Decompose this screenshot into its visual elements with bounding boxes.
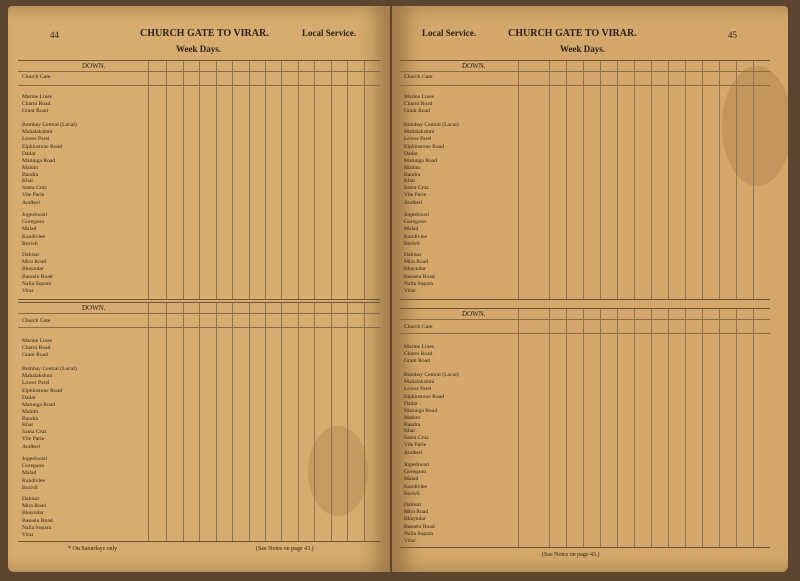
column-rule bbox=[617, 61, 618, 299]
page-note: (See Notes on page 43.) bbox=[542, 552, 600, 558]
station-name: Marine Lines bbox=[404, 344, 434, 350]
direction-label: DOWN. bbox=[82, 304, 106, 312]
station-name: Santa Cruz bbox=[22, 429, 47, 436]
station-name: Elphinstone Road bbox=[22, 387, 62, 394]
station-name: Dahisar bbox=[404, 252, 422, 258]
station-name: Grant Road bbox=[22, 352, 48, 359]
station-name: Malad bbox=[404, 476, 419, 483]
week-days-label: Week Days. bbox=[176, 44, 221, 54]
station-name: Borivli bbox=[404, 240, 420, 247]
station-name: Mira Road bbox=[22, 503, 47, 510]
station-name: Virar bbox=[22, 532, 34, 539]
station-name: Santa Cruz bbox=[22, 185, 47, 192]
station-name: Khar bbox=[22, 178, 34, 184]
page-title: CHURCH GATE TO VIRAR. bbox=[508, 28, 637, 39]
column-rule bbox=[583, 61, 584, 299]
station-name: Virar bbox=[22, 288, 34, 295]
column-rule bbox=[685, 61, 686, 299]
station-group-1 bbox=[22, 94, 52, 116]
station-name: Lower Parel bbox=[404, 386, 432, 393]
station-name: Dadar bbox=[22, 394, 36, 401]
station-name: Mahalakshmi bbox=[404, 379, 435, 386]
station-group-5 bbox=[404, 502, 435, 545]
column-rule bbox=[199, 303, 200, 541]
column-rule bbox=[166, 61, 167, 299]
page-number: 44 bbox=[50, 30, 59, 40]
station-name: Andheri bbox=[404, 199, 423, 206]
station-group-4 bbox=[22, 456, 47, 492]
column-rule bbox=[566, 309, 567, 547]
column-rule bbox=[281, 61, 282, 299]
station-name: Elphinstone Road bbox=[404, 393, 444, 400]
column-rule bbox=[753, 309, 754, 547]
column-rule bbox=[600, 61, 601, 299]
station-name: Andheri bbox=[404, 449, 423, 456]
station-name: Bandra bbox=[404, 172, 421, 179]
station-name: Bombay Central (Local) bbox=[22, 366, 77, 372]
column-rule bbox=[583, 309, 584, 547]
station-name: Kandivlee bbox=[22, 233, 45, 240]
station-name: Lower Parel bbox=[22, 136, 50, 143]
station-name: Goregaon bbox=[404, 469, 427, 476]
column-rule bbox=[298, 61, 299, 299]
station-name: Nalla Sopara bbox=[22, 524, 52, 531]
station-name: Nalla Sopara bbox=[22, 280, 52, 287]
station-name: Charni Road bbox=[404, 351, 433, 358]
station-name: Dahisar bbox=[22, 252, 40, 258]
column-rule bbox=[331, 61, 332, 299]
station-name: Bhayndar bbox=[22, 510, 44, 517]
station-group-2 bbox=[404, 372, 459, 430]
station-name: Bandra bbox=[22, 416, 39, 423]
column-rule bbox=[347, 303, 348, 541]
station-group-2 bbox=[404, 122, 459, 180]
station-group-1 bbox=[22, 338, 52, 360]
column-rule bbox=[183, 303, 184, 541]
station-group-2 bbox=[22, 122, 77, 180]
station-name: Khar bbox=[404, 178, 416, 184]
column-rule bbox=[651, 309, 652, 547]
column-rule bbox=[183, 61, 184, 299]
column-rule bbox=[651, 61, 652, 299]
station-name: Virar bbox=[404, 538, 416, 545]
station-name: Borivli bbox=[404, 490, 420, 497]
column-rule bbox=[566, 61, 567, 299]
column-rule bbox=[364, 61, 365, 299]
station-name: Grant Road bbox=[404, 108, 430, 115]
column-rule bbox=[281, 303, 282, 541]
station-name: Grant Road bbox=[404, 358, 430, 365]
column-rule bbox=[702, 309, 703, 547]
station-group-5 bbox=[404, 252, 435, 295]
station-name: Bassein Road bbox=[404, 523, 435, 530]
station-name: Kandivlee bbox=[22, 477, 45, 484]
column-rule bbox=[736, 309, 737, 547]
station-name: Matunga Road bbox=[404, 408, 438, 415]
station-name: Khar bbox=[404, 428, 416, 434]
station-name: Matunga Road bbox=[22, 158, 56, 165]
column-rule bbox=[331, 303, 332, 541]
station-name: Andheri bbox=[22, 199, 41, 206]
station-name: Borivli bbox=[22, 240, 38, 247]
station-church-gate: Church Gate bbox=[404, 324, 433, 330]
station-group-4 bbox=[404, 462, 429, 498]
station-name: Bassein Road bbox=[404, 273, 435, 280]
page-note: (See Notes on page 43.) bbox=[256, 546, 314, 552]
column-rule bbox=[600, 309, 601, 547]
station-group-4 bbox=[22, 212, 47, 248]
station-name: Dadar bbox=[404, 400, 418, 407]
station-name: Lower Parel bbox=[22, 380, 50, 387]
station-group-5 bbox=[22, 252, 53, 295]
station-church-gate: Church Gate bbox=[22, 74, 51, 80]
left-page-header bbox=[8, 16, 390, 40]
column-rule bbox=[232, 61, 233, 299]
station-name: Kandivlee bbox=[404, 483, 427, 490]
column-rule bbox=[719, 309, 720, 547]
right-page bbox=[392, 6, 788, 572]
station-name: Marine Lines bbox=[404, 94, 434, 100]
station-name: Mahalakshmi bbox=[404, 129, 435, 136]
column-rule bbox=[634, 61, 635, 299]
left-page bbox=[8, 6, 390, 572]
service-label: Local Service. bbox=[422, 28, 476, 38]
station-name: Bhayndar bbox=[22, 266, 44, 273]
station-name: Jogeshwari bbox=[22, 456, 48, 462]
column-rule bbox=[314, 61, 315, 299]
station-name: Bassein Road bbox=[22, 273, 53, 280]
station-name: Jogeshwari bbox=[404, 212, 430, 218]
station-name: Kandivlee bbox=[404, 233, 427, 240]
station-name: Mahalakshmi bbox=[22, 373, 53, 380]
station-name: Charni Road bbox=[22, 345, 51, 352]
station-name: Dahisar bbox=[22, 496, 40, 502]
column-rule bbox=[668, 61, 669, 299]
column-rule bbox=[232, 303, 233, 541]
station-name: Santa Cruz bbox=[404, 185, 429, 192]
station-name: Mahim bbox=[404, 165, 421, 172]
station-name: Grant Road bbox=[22, 108, 48, 115]
station-name: Bassein Road bbox=[22, 517, 53, 524]
station-name: Goregaon bbox=[22, 463, 45, 470]
station-name: Santa Cruz bbox=[404, 435, 429, 442]
page-title: CHURCH GATE TO VIRAR. bbox=[140, 28, 269, 39]
station-name: Bhayndar bbox=[404, 516, 426, 523]
column-rule bbox=[364, 303, 365, 541]
column-rule bbox=[265, 61, 266, 299]
column-rule bbox=[249, 303, 250, 541]
station-group-3 bbox=[404, 428, 429, 457]
station-name: Bombay Central (Local) bbox=[404, 372, 459, 378]
column-rule bbox=[298, 303, 299, 541]
direction-label: DOWN. bbox=[462, 62, 486, 70]
station-name: Mira Road bbox=[404, 509, 429, 516]
station-name: Dahisar bbox=[404, 502, 422, 508]
station-name: Vile Parle bbox=[22, 436, 45, 443]
station-name: Bombay Central (Local) bbox=[404, 122, 459, 128]
station-name: Dadar bbox=[404, 150, 418, 157]
station-name: Nalla Sopara bbox=[404, 530, 434, 537]
station-group-1 bbox=[404, 344, 434, 366]
week-days-label: Week Days. bbox=[560, 44, 605, 54]
station-group-4 bbox=[404, 212, 429, 248]
station-name: Matunga Road bbox=[22, 402, 56, 409]
station-name: Charni Road bbox=[404, 101, 433, 108]
station-name: Mahalakshmi bbox=[22, 129, 53, 136]
column-rule bbox=[668, 309, 669, 547]
station-name: Mahim bbox=[22, 409, 39, 416]
station-name: Jogeshwari bbox=[404, 462, 430, 468]
station-name: Goregaon bbox=[404, 219, 427, 226]
station-name: Marine Lines bbox=[22, 94, 52, 100]
station-name: Charni Road bbox=[22, 101, 51, 108]
station-name: Malad bbox=[404, 226, 419, 233]
station-name: Mira Road bbox=[404, 259, 429, 266]
station-name: Vile Parle bbox=[22, 192, 45, 199]
station-name: Borivli bbox=[22, 484, 38, 491]
station-name: Mahim bbox=[404, 415, 421, 422]
station-name: Virar bbox=[404, 288, 416, 295]
column-rule bbox=[216, 303, 217, 541]
station-name: Khar bbox=[22, 422, 34, 428]
column-rule bbox=[617, 309, 618, 547]
station-name: Matunga Road bbox=[404, 158, 438, 165]
station-name: Goregaon bbox=[22, 219, 45, 226]
direction-label: DOWN. bbox=[462, 310, 486, 318]
station-name: Elphinstone Road bbox=[404, 143, 444, 150]
column-rule bbox=[549, 61, 550, 299]
station-name: Bombay Central (Local) bbox=[22, 122, 77, 128]
station-group-3 bbox=[22, 422, 47, 451]
station-name: Malad bbox=[22, 226, 37, 233]
right-page-header bbox=[392, 16, 788, 40]
column-rule bbox=[265, 303, 266, 541]
column-rule bbox=[216, 61, 217, 299]
column-rule bbox=[736, 61, 737, 299]
station-group-3 bbox=[22, 178, 47, 207]
direction-label: DOWN. bbox=[82, 62, 106, 70]
station-name: Nalla Sopara bbox=[404, 280, 434, 287]
station-group-2 bbox=[22, 366, 77, 424]
column-rule bbox=[199, 61, 200, 299]
station-name: Vile Parle bbox=[404, 192, 427, 199]
station-name: Elphinstone Road bbox=[22, 143, 62, 150]
column-rule bbox=[549, 309, 550, 547]
station-name: Mira Road bbox=[22, 259, 47, 266]
service-label: Local Service. bbox=[302, 28, 356, 38]
station-name: Mahim bbox=[22, 165, 39, 172]
footnote: * On Saturdays only bbox=[68, 546, 118, 552]
station-group-1 bbox=[404, 94, 434, 116]
station-name: Bhayndar bbox=[404, 266, 426, 273]
column-rule bbox=[249, 61, 250, 299]
station-name: Malad bbox=[22, 470, 37, 477]
page-number: 45 bbox=[728, 30, 737, 40]
station-name: Lower Parel bbox=[404, 136, 432, 143]
station-group-3 bbox=[404, 178, 429, 207]
station-name: Bandra bbox=[404, 422, 421, 429]
station-name: Andheri bbox=[22, 443, 41, 450]
station-church-gate: Church Gate bbox=[22, 318, 51, 324]
column-rule bbox=[166, 303, 167, 541]
column-rule bbox=[634, 309, 635, 547]
timetable-section-1 bbox=[18, 60, 380, 300]
column-rule bbox=[753, 61, 754, 299]
station-group-5 bbox=[22, 496, 53, 539]
column-rule bbox=[685, 309, 686, 547]
column-rule bbox=[702, 61, 703, 299]
station-name: Jogeshwari bbox=[22, 212, 48, 218]
column-rule bbox=[719, 61, 720, 299]
station-name: Dadar bbox=[22, 150, 36, 157]
column-rule bbox=[314, 303, 315, 541]
station-church-gate: Church Gate bbox=[404, 74, 433, 80]
station-name: Bandra bbox=[22, 172, 39, 179]
timetable-section-1 bbox=[400, 60, 770, 300]
station-name: Marine Lines bbox=[22, 338, 52, 344]
station-name: Vile Parle bbox=[404, 442, 427, 449]
column-rule bbox=[347, 61, 348, 299]
